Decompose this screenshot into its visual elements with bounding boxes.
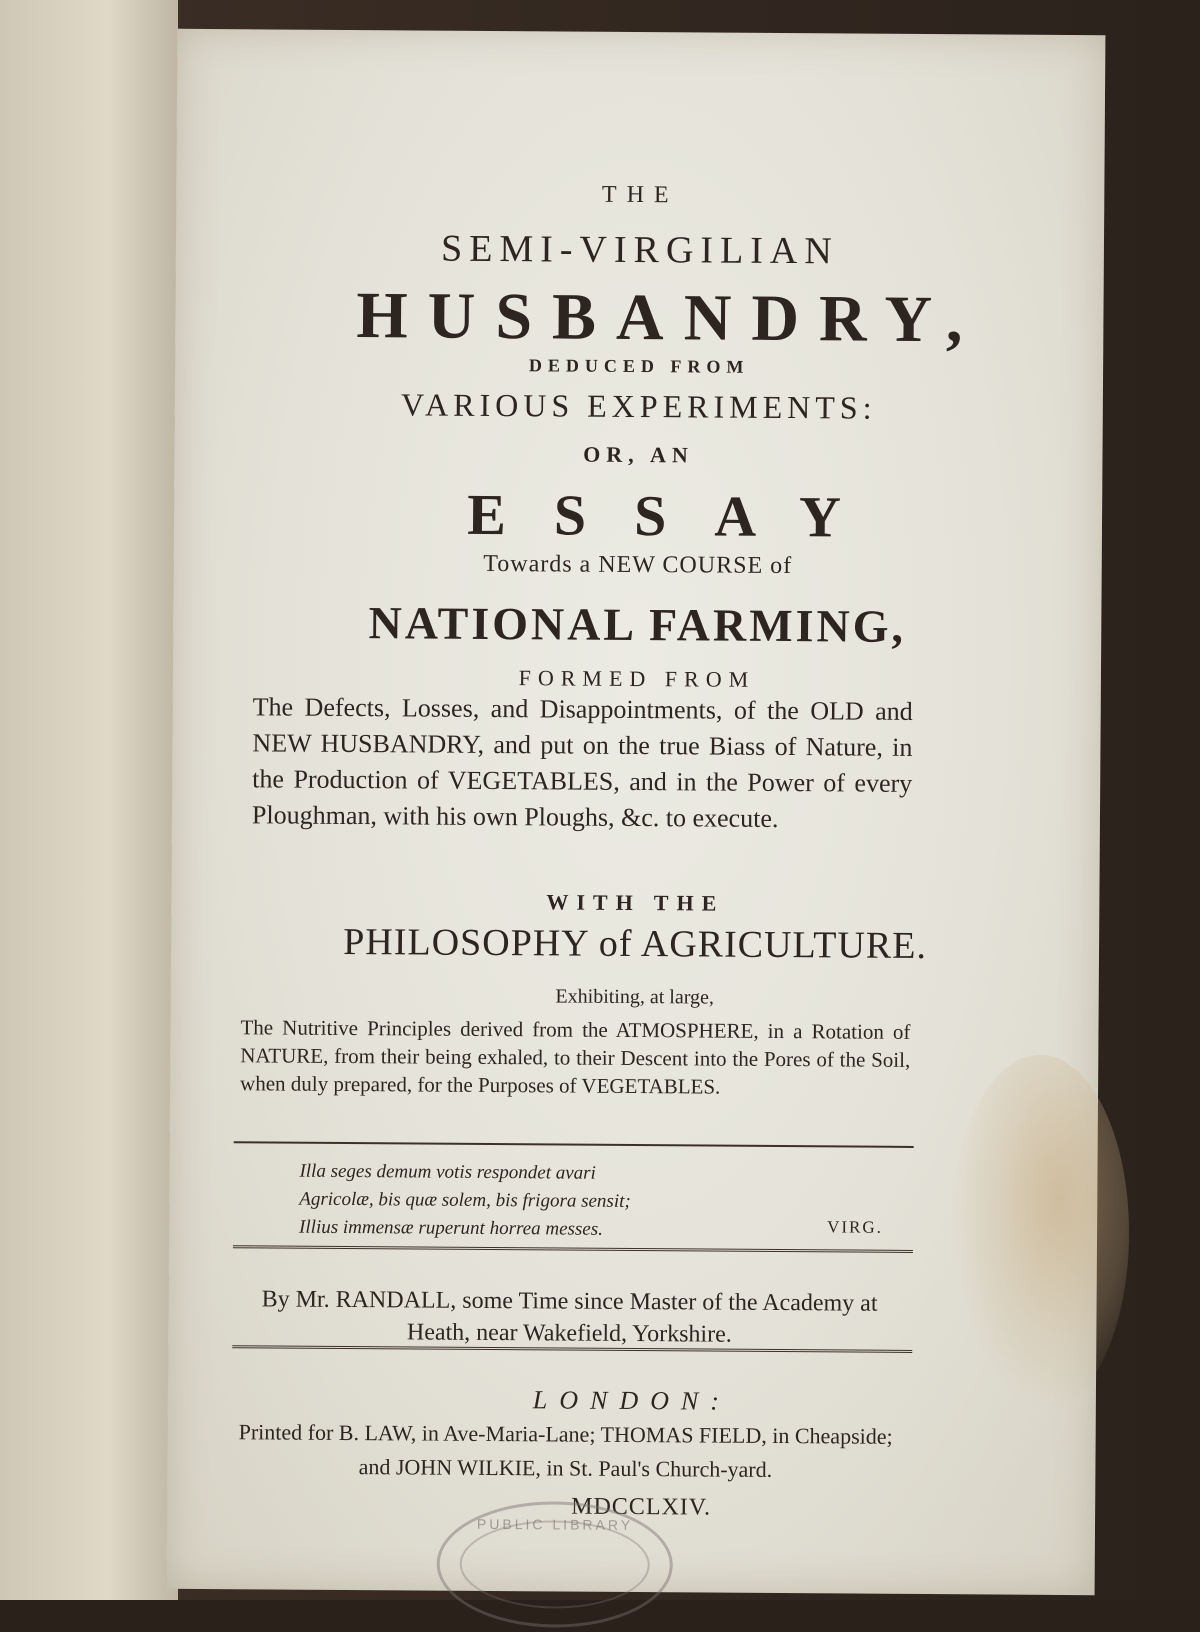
description-paragraph: The Defects, Losses, and Disappointments, of the OLD and NEW HUSBANDRY, and put on the true Biass of Nature, in the Production of VEGETABLES, and in the Power of every Ploughman, with his own Ploughs, &c. to execute. [251, 692, 913, 833]
rule-middle [233, 1245, 913, 1257]
imprint-printers: Printed for B. LAW, in Ave-Maria-Lane; THOMAS FIELD, in Cheapside; and JOHN WILKIE, in St. Paul's Church-yard. [238, 1419, 893, 1482]
rule-top [234, 1141, 914, 1148]
library-stamp-text: PUBLIC LIBRARY [476, 1515, 634, 1533]
epigraph-line: Illa seges demum votis respondet avari [299, 1160, 596, 1184]
latin-epigraph [299, 1158, 900, 1246]
title-the: THE [601, 181, 679, 209]
principles-paragraph: The Nutritive Principles derived from the ATMOSPHERE, in a Rotation of NATURE, from their being exhaled, to their Descent into the Pores of the Soil, when duly prepared, for the Purposes of VEGETABLES. [240, 1015, 911, 1099]
title-husbandry: HUSBANDRY, [356, 279, 983, 357]
epigraph-source: VIRG. [827, 1217, 883, 1237]
library-stamp [436, 1501, 673, 1629]
title-national-farming: NATIONAL FARMING, [368, 597, 907, 652]
subtitle-formed-from: FORMED FROM [518, 665, 756, 692]
epigraph-line: Illius immensæ ruperunt horrea messes. [299, 1216, 603, 1240]
subtitle-deduced-from: DEDUCED FROM [528, 355, 750, 377]
facing-page [0, 0, 180, 1600]
subtitle-various-experiments: VARIOUS EXPERIMENTS: [400, 386, 877, 426]
subtitle-or-an: OR, AN [583, 441, 694, 468]
subtitle-towards: Towards a NEW COURSE of [483, 550, 793, 580]
imprint-date: MDCCLXIV. [571, 1493, 712, 1521]
imprint-city: LONDON: [532, 1385, 732, 1416]
library-stamp-ring [459, 1520, 650, 1609]
subtitle-with-the: WITH THE [546, 889, 725, 916]
title-philosophy: PHILOSOPHY of AGRICULTURE. [343, 920, 928, 968]
epigraph-line: Agricolæ, bis quæ solem, bis frigora sensit; [299, 1188, 631, 1212]
author-line: By Mr. RANDALL, some Time since Master of the Academy at Heath, near Wakefield, Yorkshire. [261, 1286, 878, 1348]
title-essay: ESSAY [467, 481, 890, 550]
title-semi-virgilian: SEMI-VIRGILIAN [440, 227, 839, 273]
title-page [167, 29, 1106, 1595]
title-page-content [167, 29, 1106, 1595]
subtitle-exhibiting: Exhibiting, at large, [555, 985, 715, 1009]
